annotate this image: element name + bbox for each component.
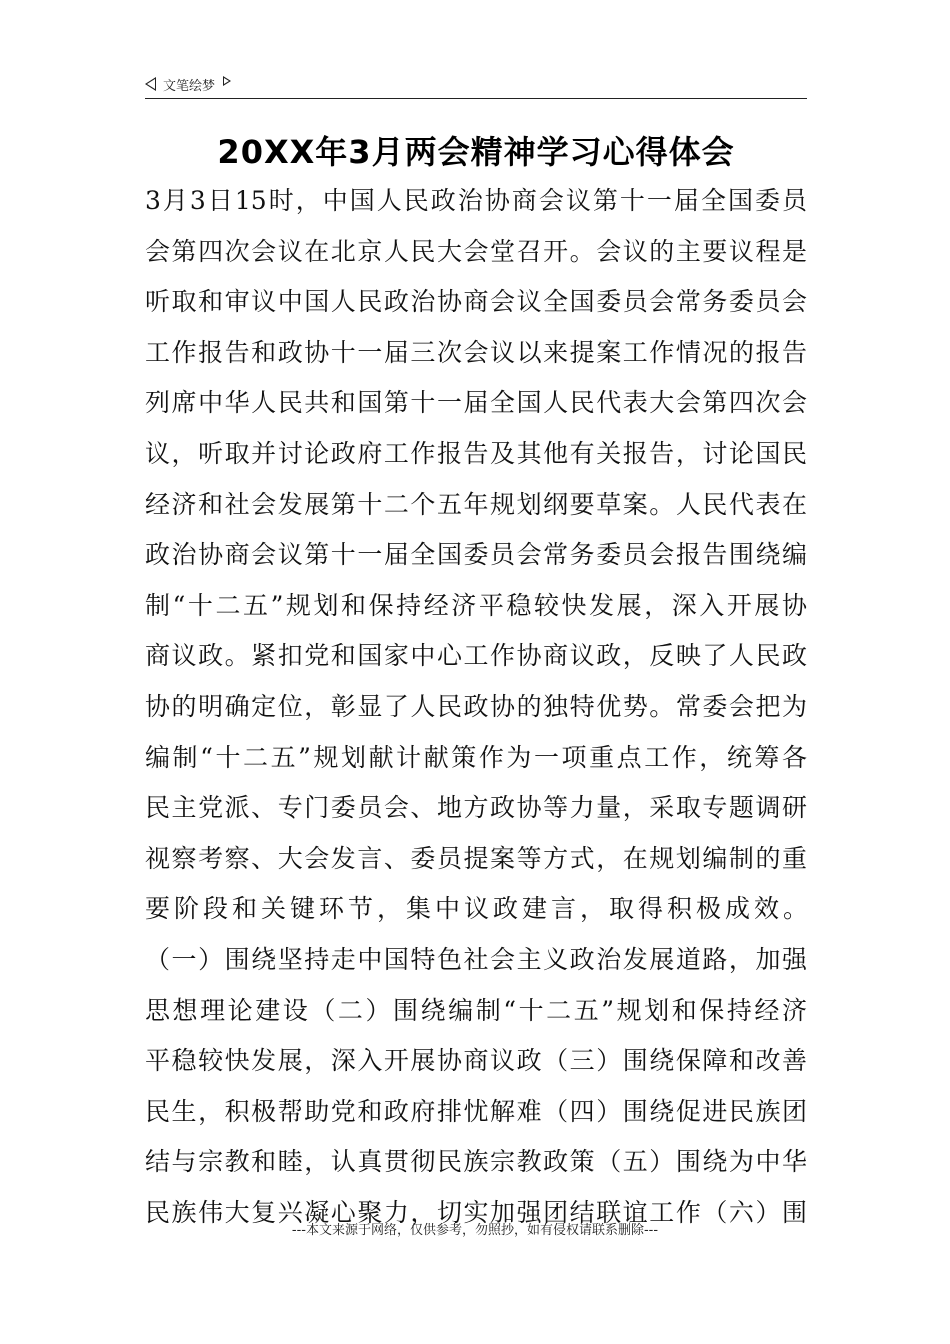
document-title: 20XX年3月两会精神学习心得体会 — [217, 133, 735, 171]
body-line: 思想理论建设（二）围绕编制“十二五”规划和保持经济 — [145, 995, 807, 1025]
header-brand-group — [145, 74, 807, 94]
body-line: 政治协商会议第十一届全国委员会常务委员会报告围绕编 — [145, 540, 807, 570]
body-line: 经济和社会发展第十二个五年规划纲要草案。人民代表在 — [145, 489, 807, 519]
body-line: 会第四次会议在北京人民大会堂召开。会议的主要议程是 — [145, 236, 807, 266]
body-line: 听取和审议中国人民政治协商会议全国委员会常务委员会 — [145, 287, 807, 317]
body-line: 制“十二五”规划和保持经济平稳较快发展，深入开展协 — [145, 590, 807, 620]
body-line: 民生，积极帮助党和政府排忧解难（四）围绕促进民族团 — [145, 1096, 807, 1126]
body-line: 3月3日15时，中国人民政治协商会议第十一届全国委员 — [145, 186, 807, 215]
body-line: 议，听取并讨论政府工作报告及其他有关报告，讨论国民 — [145, 438, 807, 468]
body-line: 民主党派、专门委员会、地方政协等力量，采取专题调研 — [145, 793, 807, 823]
body-line: 结与宗教和睦，认真贯彻民族宗教政策（五）围绕为中华 — [145, 1147, 807, 1177]
body-line: 视察考察、大会发言、委员提案等方式，在规划编制的重 — [145, 843, 807, 873]
page-footer: ---本文来源于网络，仅供参考，勿照抄，如有侵权请联系删除--- — [291, 1223, 659, 1238]
body-line: 要阶段和关键环节，集中议政建言，取得积极成效。 — [145, 894, 813, 924]
document-body — [145, 179, 813, 1241]
body-line: 列席中华人民共和国第十一届全国人民代表大会第四次会 — [145, 388, 807, 418]
body-line: 民族伟大复兴凝心聚力，切实加强团结联谊工作（六）围 — [145, 1197, 807, 1227]
body-line: 平稳较快发展，深入开展协商议政（三）围绕保障和改善 — [145, 1046, 807, 1076]
body-line: 工作报告和政协十一届三次会议以来提案工作情况的报告 — [145, 337, 807, 367]
body-line: 商议政。紧扣党和国家中心工作协商议政，反映了人民政 — [145, 641, 807, 671]
body-line: 编制“十二五”规划献计献策作为一项重点工作，统筹各 — [145, 742, 807, 772]
triangle-right-icon — [223, 76, 231, 86]
triangle-left-icon — [145, 77, 156, 91]
page-header — [145, 74, 807, 99]
header-brand: 文笔绘梦 — [163, 78, 216, 94]
body-line: 协的明确定位，彰显了人民政协的独特优势。常委会把为 — [145, 691, 807, 721]
body-line: （一）围绕坚持走中国特色社会主义政治发展道路，加强 — [145, 944, 807, 974]
